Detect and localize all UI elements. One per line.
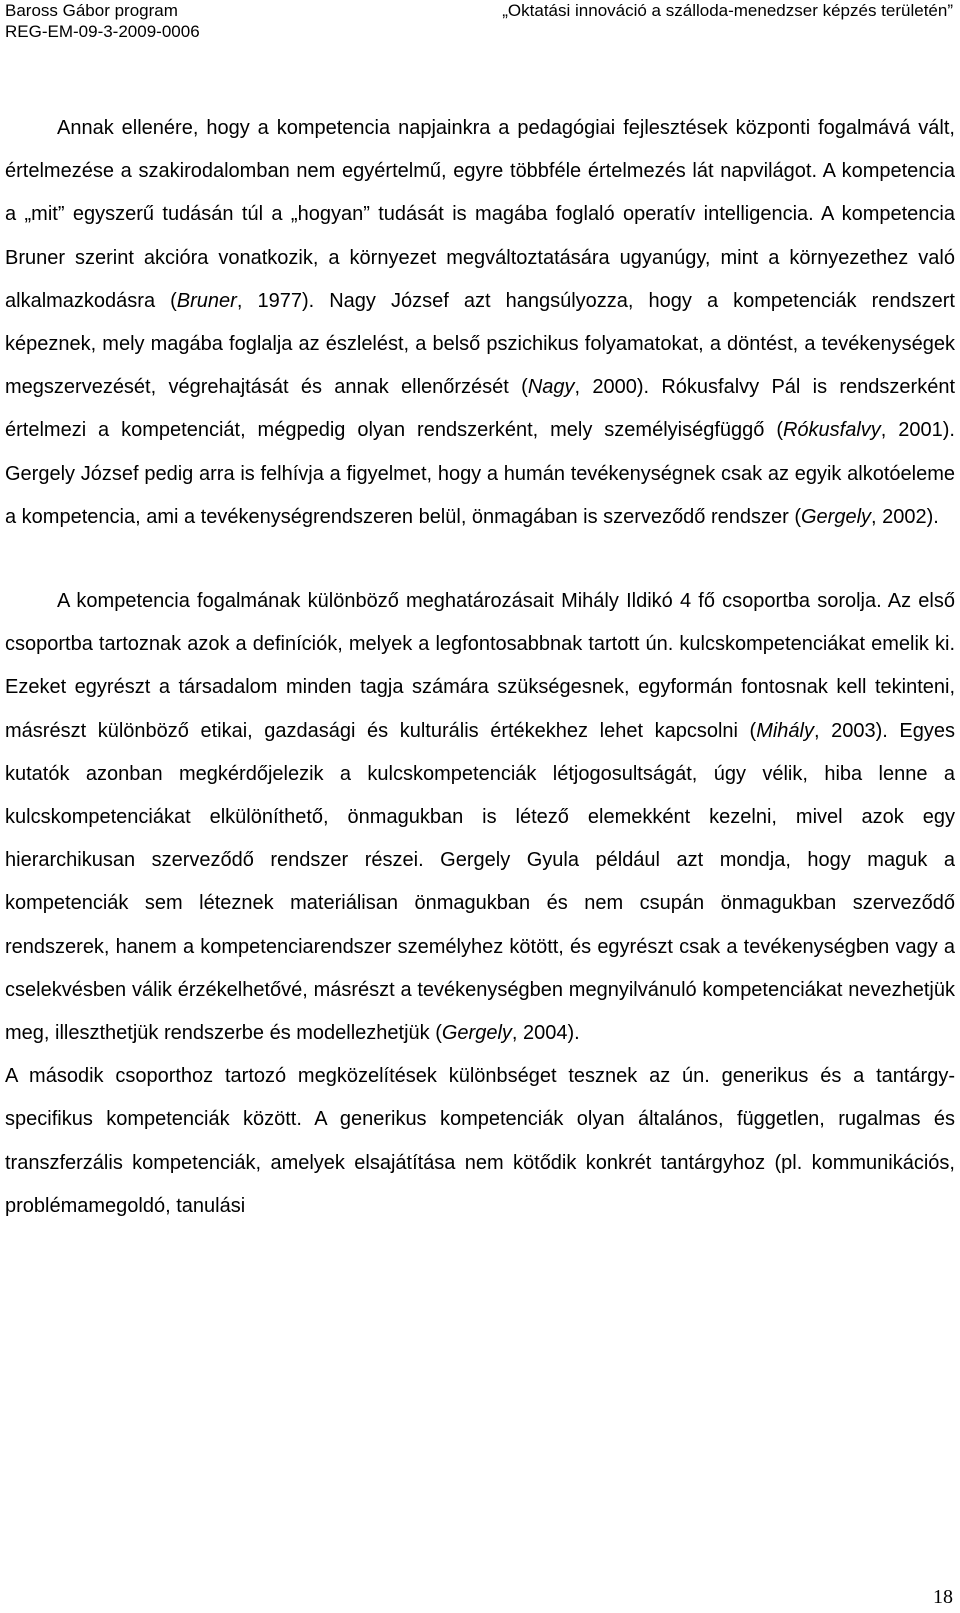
page-header-row-2: [5, 21, 953, 42]
citation-author: Mihály: [756, 719, 814, 742]
text-segment: , 2003). Egyes kutatók azonban megkérdőjelezik a kulcskompetenciák létjogosultságát, úgy vélik, hiba lenne a kulcskompetenciákat elkülöníthető, önmagukban is létező elemekként kezelni, mivel azok egy hierarchikusan szerveződő rendszer részei. Gergely Gyula például azt mondja, hogy maguk a kompetenciák sem léteznek materiálisan önmagukban és nem csupán önmagukban szerveződő rendszerek, hanem a kompetenciarendszer személyhez kötött, és egyrészt csak a tevékenységben vagy a cselekvésben válik érzékelhetővé, másrészt a tevékenységben megnyilvánuló kompetenciákat nevezhetjük meg, illeszthetjük rendszerbe és modellezhetjük (: [5, 719, 956, 1045]
page-header-row-1: [5, 0, 953, 21]
paragraph-competence-definitions: [5, 107, 955, 539]
text-segment: A második csoporthoz tartozó megközelítések különbséget tesznek az ún. generikus és a tantárgy-specifikus kompetenciák között. A generikus kompetenciák olyan általános, független, rugalmas és transzferzális kompetenciák, amelyek elsajátítása nem kötődik konkrét tantárgyhoz (pl. kommunikációs, problémamegoldó, tanulási: [5, 1065, 955, 1217]
text-segment: Annak ellenére, hogy a kompetencia napjainkra a pedagógiai fejlesztések központi fogalmává vált, értelmezése a szakirodalomban nem egyértelmű, egyre többféle értelmezés lát napvilágot. A kompetencia a „mit” egyszerű tudásán túl a „hogyan” tudását is magába foglaló operatív intelligencia. A kompetencia Bruner szerint akcióra vonatkozik, a környezet megváltoztatására ugyanúgy, mint a környezethez való alkalmazkodásra (: [5, 117, 955, 312]
text-segment: , 2004).: [511, 1022, 580, 1045]
text-segment: , 1977). Nagy József azt hangsúlyozza, hogy a kompetenciák rendszert képeznek, mely magába foglalja az észlelést, a belső pszichikus folyamatokat, a döntést, a tevékenységek megszervezését, végrehajtását és annak ellenőrzését (: [5, 289, 955, 399]
page-header: [5, 0, 953, 46]
citation-author: Gergely: [801, 505, 872, 528]
paragraph-competence-groups: [5, 580, 955, 1055]
project-code: REG-EM-09-3-2009-0006: [5, 22, 200, 41]
text-segment: , 2000). Rókusfalvy Pál is rendszerként értelmezi a kompetenciát, mégpedig olyan rendszerként, mely személyiségfüggő (: [5, 376, 955, 442]
program-name: Baross Gábor program: [5, 1, 178, 20]
project-title: „Oktatási innováció a szálloda-menedzser képzés területén”: [502, 1, 953, 20]
document-body: [5, 107, 955, 1228]
text-segment: , 2001). Gergely József pedig arra is felhívja a figyelmet, hogy a humán tevékenységnek csak az egyik alkotóeleme a kompetencia, ami a tevékenységrendszeren belül, önmagában is szerveződő rendszer (: [5, 419, 955, 528]
citation-author: Gergely: [441, 1022, 512, 1045]
text-segment: A kompetencia fogalmának különböző meghatározásait Mihály Ildikó 4 fő csoportba sorolja. Az első csoportba tartoznak azok a definíciók, melyek a legfontosabbnak tartott ún. kulcskompetenciákat emelik ki. Ezeket egyrészt a társadalom minden tagja számára szükségesnek, egyformán fontosnak kell tekinteni, másrészt különböző etikai, gazdasági és kulturális értékekhez lehet kapcsolni (: [5, 590, 955, 742]
citation-author: Bruner: [176, 289, 237, 312]
text-segment: , 2002).: [871, 505, 939, 528]
page-number: 18: [933, 1586, 953, 1608]
citation-author: Rókusfalvy: [782, 419, 881, 442]
paragraph-generic-competences: [5, 1055, 955, 1228]
citation-author: Nagy: [527, 376, 575, 399]
